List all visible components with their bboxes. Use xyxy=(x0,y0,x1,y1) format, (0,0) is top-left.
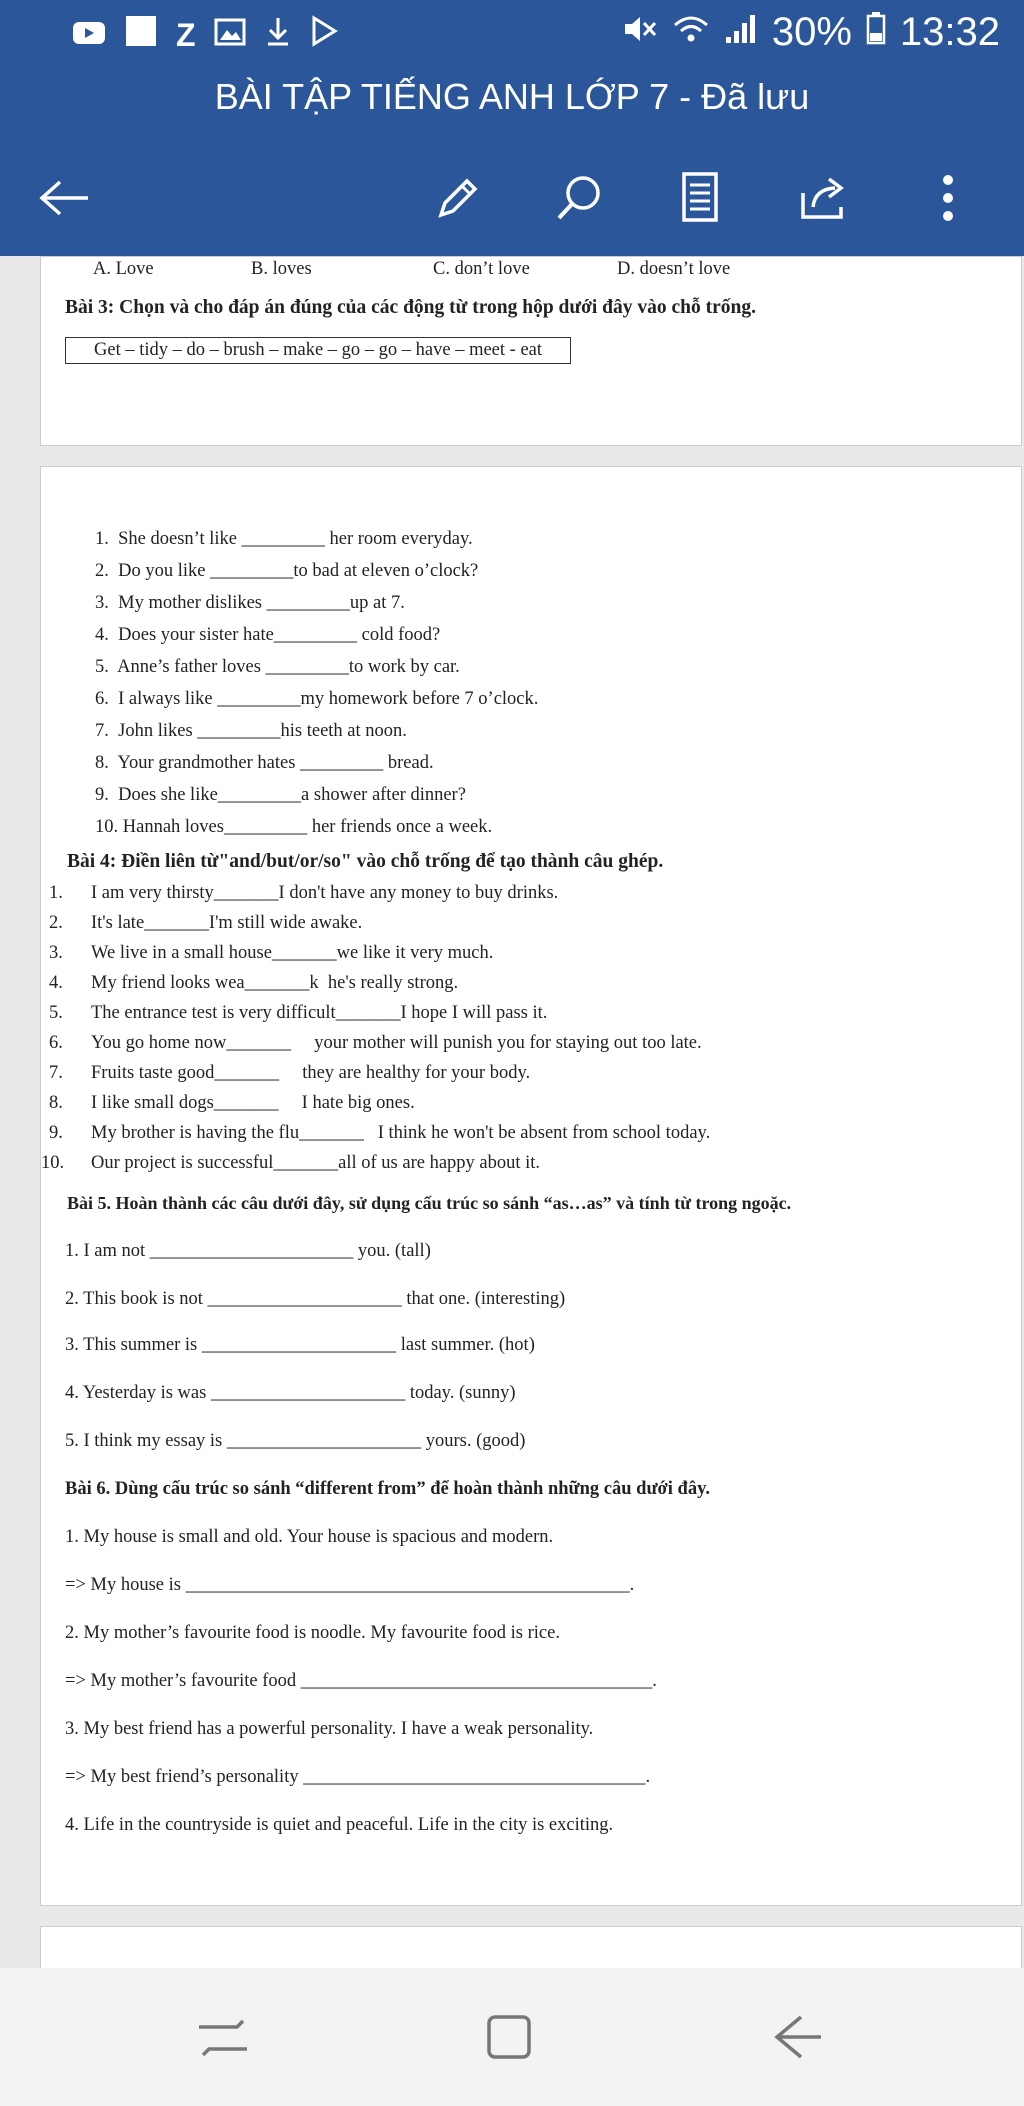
bai4-number: 6. xyxy=(49,1033,63,1053)
bai6-title: Bài 6. Dùng cấu trúc so sánh “different from” để hoàn thành những câu dưới đây. xyxy=(65,1479,710,1499)
search-icon[interactable] xyxy=(550,168,610,228)
reading-view-icon[interactable] xyxy=(670,168,730,228)
gallery-icon xyxy=(214,16,246,55)
bai3-item: 2. Do you like _________to bad at eleven o’clock? xyxy=(95,561,479,581)
bai4-number: 7. xyxy=(49,1063,63,1083)
word-box: Get – tidy – do – brush – make – go – go – have – meet - eat xyxy=(65,337,571,364)
mute-icon xyxy=(622,10,658,55)
bai4-item: I like small dogs_______ I hate big ones. xyxy=(91,1093,415,1113)
back-icon[interactable] xyxy=(762,2002,832,2072)
bai4-number: 10. xyxy=(41,1153,65,1173)
bai3-item: 8. Your grandmother hates _________ bread. xyxy=(95,753,434,773)
bai6-line: 3. My best friend has a powerful personality. I have a weak personality. xyxy=(65,1719,594,1739)
more-vert-icon[interactable] xyxy=(918,168,978,228)
bai4-item: We live in a small house_______we like it very much. xyxy=(91,943,494,963)
bai6-line: 1. My house is small and old. Your house is spacious and modern. xyxy=(65,1527,554,1547)
bai3-item: 4. Does your sister hate_________ cold food? xyxy=(95,625,441,645)
bai4-item: It's late_______I'm still wide awake. xyxy=(91,913,363,933)
edit-pencil-icon[interactable] xyxy=(428,168,488,228)
bai4-number: 4. xyxy=(49,973,63,993)
bai4-item: My friend looks wea_______k he's really strong. xyxy=(91,973,459,993)
bai3-item: 10. Hannah loves_________ her friends once a week. xyxy=(95,817,493,837)
youtube-icon xyxy=(72,16,106,55)
bai3-item: 1. She doesn’t like _________ her room everyday. xyxy=(95,529,473,549)
option-d: D. doesn’t love xyxy=(617,259,731,279)
bai3-item: 7. John likes _________his teeth at noon. xyxy=(95,721,407,741)
battery-percent: 30% xyxy=(771,10,852,54)
signal-icon xyxy=(724,10,758,55)
bai4-item: The entrance test is very difficult_______I hope I will pass it. xyxy=(91,1003,548,1023)
status-bar xyxy=(0,0,1024,70)
bai4-number: 2. xyxy=(49,913,63,933)
option-c: C. don’t love xyxy=(433,259,530,279)
bai6-line: 4. Life in the countryside is quiet and peaceful. Life in the city is exciting. xyxy=(65,1815,614,1835)
bai4-number: 8. xyxy=(49,1093,63,1113)
bai4-number: 5. xyxy=(49,1003,63,1023)
bai5-item: 1. I am not ______________________ you. (tall) xyxy=(65,1241,431,1261)
bai4-number: 1. xyxy=(49,883,63,903)
zing-icon: Z xyxy=(176,17,196,53)
bai6-line: => My mother’s favourite food ______________________________________. xyxy=(65,1671,657,1691)
toolbar xyxy=(0,160,1024,236)
clock: 13:32 xyxy=(899,10,1000,54)
bai4-item: You go home now_______ your mother will punish you for staying out too late. xyxy=(91,1033,702,1053)
bai5-item: 3. This summer is _____________________ last summer. (hot) xyxy=(65,1335,535,1355)
option-a: A. Love xyxy=(93,259,154,279)
bai5-item: 2. This book is not _____________________ that one. (interesting) xyxy=(65,1289,566,1309)
bai5-item: 5. I think my essay is _____________________ yours. (good) xyxy=(65,1431,526,1451)
home-icon[interactable] xyxy=(474,2002,544,2072)
bai3-title: Bài 3: Chọn và cho đáp án đúng của các động từ trong hộp dưới đây vào chỗ trống. xyxy=(65,297,757,318)
share-icon[interactable] xyxy=(794,168,854,228)
white-square-icon xyxy=(124,14,158,57)
bai4-item: I am very thirsty_______I don't have any money to buy drinks. xyxy=(91,883,559,903)
bai6-line: => My house is ________________________________________________. xyxy=(65,1575,635,1595)
recent-apps-icon[interactable] xyxy=(188,2002,258,2072)
bai4-number: 3. xyxy=(49,943,63,963)
bai4-item: Fruits taste good_______ they are healthy for your body. xyxy=(91,1063,531,1083)
bai4-title: Bài 4: Điền liên từ"and/but/or/so" vào chỗ trống để tạo thành câu ghép. xyxy=(67,851,664,872)
system-nav-bar xyxy=(0,1968,1024,2106)
back-arrow-icon[interactable] xyxy=(34,168,94,228)
bai3-item: 6. I always like _________my homework before 7 o’clock. xyxy=(95,689,539,709)
bai4-number: 9. xyxy=(49,1123,63,1143)
bai4-item: Our project is successful_______all of us are happy about it. xyxy=(91,1153,541,1173)
bai5-title: Bài 5. Hoàn thành các câu dưới đây, sử dụng cấu trúc so sánh “as…as” và tính từ trong ngoặc. xyxy=(67,1193,792,1213)
bai4-item: My brother is having the flu_______ I think he won't be absent from school today. xyxy=(91,1123,711,1143)
bai3-item: 3. My mother dislikes _________up at 7. xyxy=(95,593,405,613)
document-page-1 xyxy=(40,256,1022,446)
bai6-line: 2. My mother’s favourite food is noodle. My favourite food is rice. xyxy=(65,1623,560,1643)
battery-icon xyxy=(866,10,886,55)
download-icon xyxy=(264,15,292,56)
document-title: BÀI TẬP TIẾNG ANH LỚP 7 - Đã lưu xyxy=(214,76,810,117)
app-bar xyxy=(0,0,1024,256)
play-store-icon xyxy=(310,15,338,56)
bai5-item: 4. Yesterday is was _____________________ today. (sunny) xyxy=(65,1383,516,1403)
bai3-item: 9. Does she like_________a shower after dinner? xyxy=(95,785,466,805)
bai6-line: => My best friend’s personality _____________________________________. xyxy=(65,1767,651,1787)
bai3-item: 5. Anne’s father loves _________to work by car. xyxy=(95,657,460,677)
document-page-2 xyxy=(40,466,1022,1906)
option-b: B. loves xyxy=(251,259,312,279)
wifi-icon xyxy=(672,10,710,55)
